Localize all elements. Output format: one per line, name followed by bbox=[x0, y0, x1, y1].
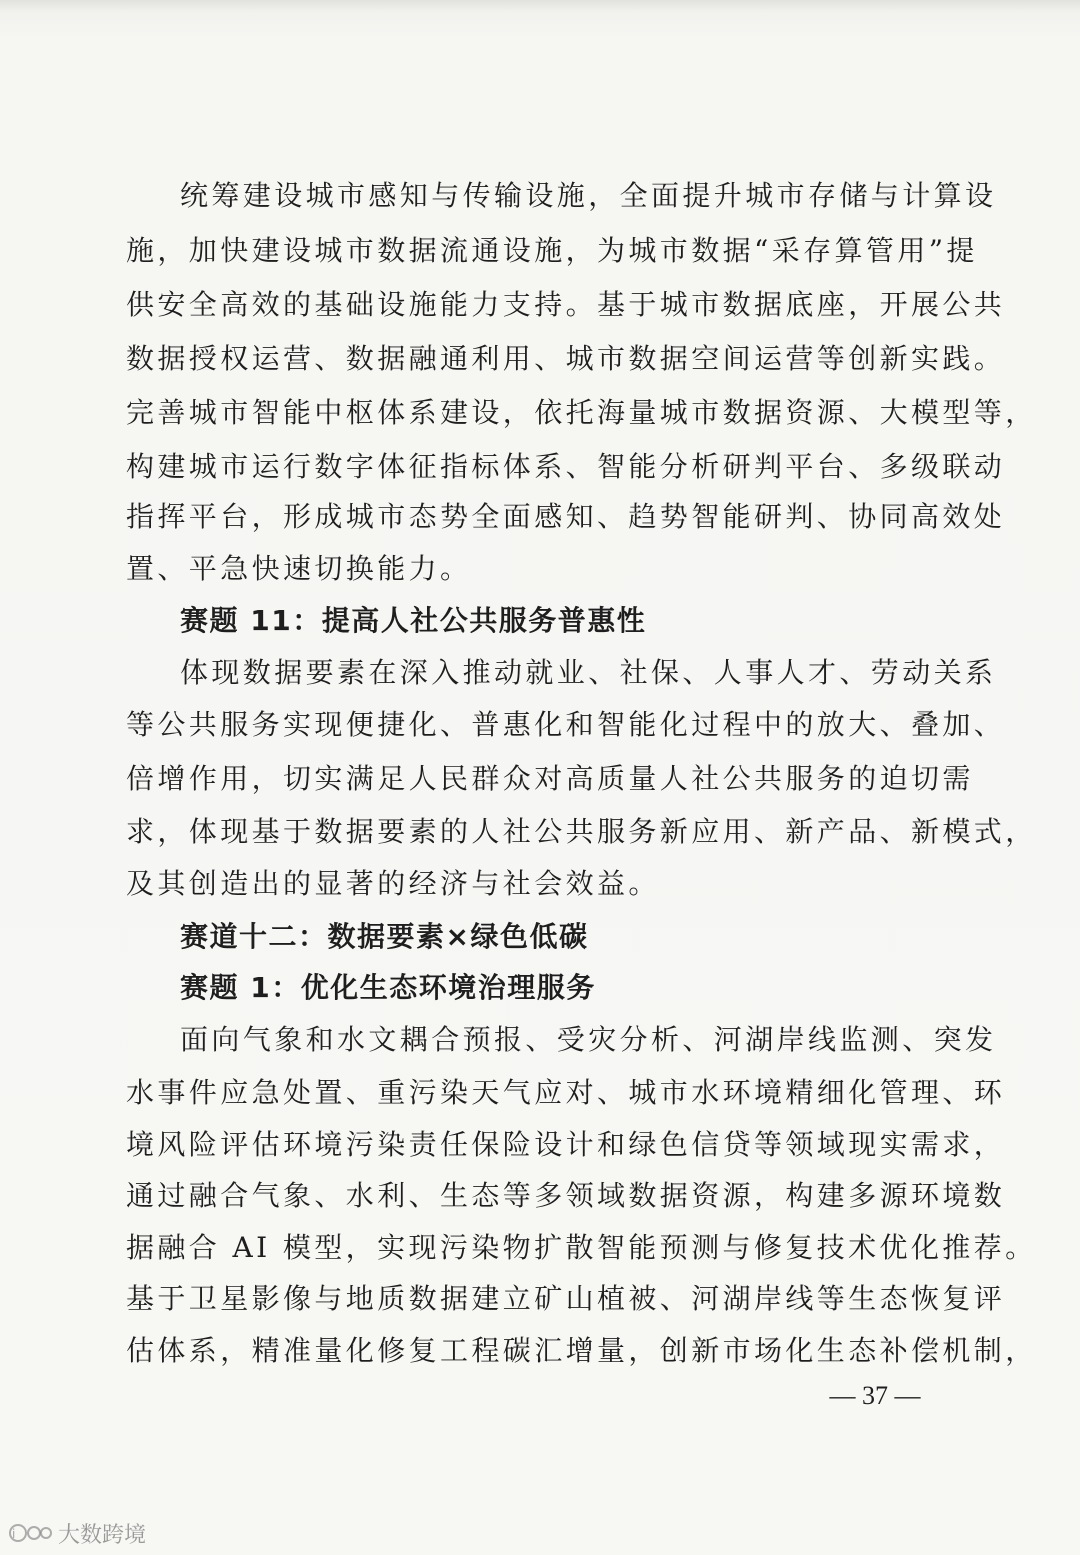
watermark-text: 大数跨境 bbox=[58, 1522, 147, 1548]
paragraph-line: 倍增作用，切实满足人民群众对高质量人社公共服务的迫切需 bbox=[126, 762, 974, 795]
paragraph-line: 求，体现基于数据要素的人社公共服务新应用、新产品、新模式， bbox=[126, 815, 1037, 848]
section-heading: 赛题 1：优化生态环境治理服务 bbox=[180, 971, 596, 1004]
paragraph-line: 面向气象和水文耦合预报、受灾分析、河湖岸线监测、突发 bbox=[180, 1023, 997, 1056]
paragraph-line: 基于卫星影像与地质数据建立矿山植被、河湖岸线等生态恢复评 bbox=[126, 1282, 1006, 1315]
paragraph-line: 据融合 AI 模型，实现污染物扩散智能预测与修复技术优化推荐。 bbox=[126, 1231, 1037, 1264]
paragraph-line: 及其创造出的显著的经济与社会效益。 bbox=[126, 867, 660, 900]
paragraph-line: 完善城市智能中枢体系建设，依托海量城市数据资源、大模型等， bbox=[126, 396, 1037, 429]
svg-text:i: i bbox=[12, 1527, 16, 1541]
paragraph-line: 指挥平台，形成城市态势全面感知、趋势智能研判、协同高效处 bbox=[126, 500, 1006, 533]
watermark-logo-icon bbox=[8, 1520, 52, 1546]
paragraph-line: 境风险评估环境污染责任保险设计和绿色信贷等领域现实需求， bbox=[126, 1128, 1006, 1161]
paragraph-line: 构建城市运行数字体征指标体系、智能分析研判平台、多级联动 bbox=[126, 450, 1006, 483]
watermark bbox=[8, 1518, 146, 1548]
paragraph-line: 供安全高效的基础设施能力支持。基于城市数据底座，开展公共 bbox=[126, 288, 1006, 321]
paragraph-line: 等公共服务实现便捷化、普惠化和智能化过程中的放大、叠加、 bbox=[126, 708, 1006, 741]
paragraph-line: 水事件应急处置、重污染天气应对、城市水环境精细化管理、环 bbox=[126, 1076, 1006, 1109]
scan-shadow bbox=[0, 0, 1080, 12]
paragraph-line: 统筹建设城市感知与传输设施，全面提升城市存储与计算设 bbox=[180, 179, 997, 212]
paragraph-line: 数据授权运营、数据融通利用、城市数据空间运营等创新实践。 bbox=[126, 342, 1006, 375]
paragraph-line: 通过融合气象、水利、生态等多领域数据资源，构建多源环境数 bbox=[126, 1179, 1006, 1212]
paragraph-line: 估体系，精准量化修复工程碳汇增量，创新市场化生态补偿机制， bbox=[126, 1334, 1037, 1367]
paragraph-line: 体现数据要素在深入推动就业、社保、人事人才、劳动关系 bbox=[180, 656, 997, 689]
section-heading: 赛题 11：提高人社公共服务普惠性 bbox=[180, 604, 647, 637]
page-number: — 37 — bbox=[829, 1381, 921, 1410]
track-heading: 赛道十二：数据要素×绿色低碳 bbox=[180, 920, 589, 953]
paragraph-line: 置、平急快速切换能力。 bbox=[126, 552, 472, 585]
paragraph-line: 施，加快建设城市数据流通设施，为城市数据“采存算管用”提 bbox=[126, 234, 978, 267]
